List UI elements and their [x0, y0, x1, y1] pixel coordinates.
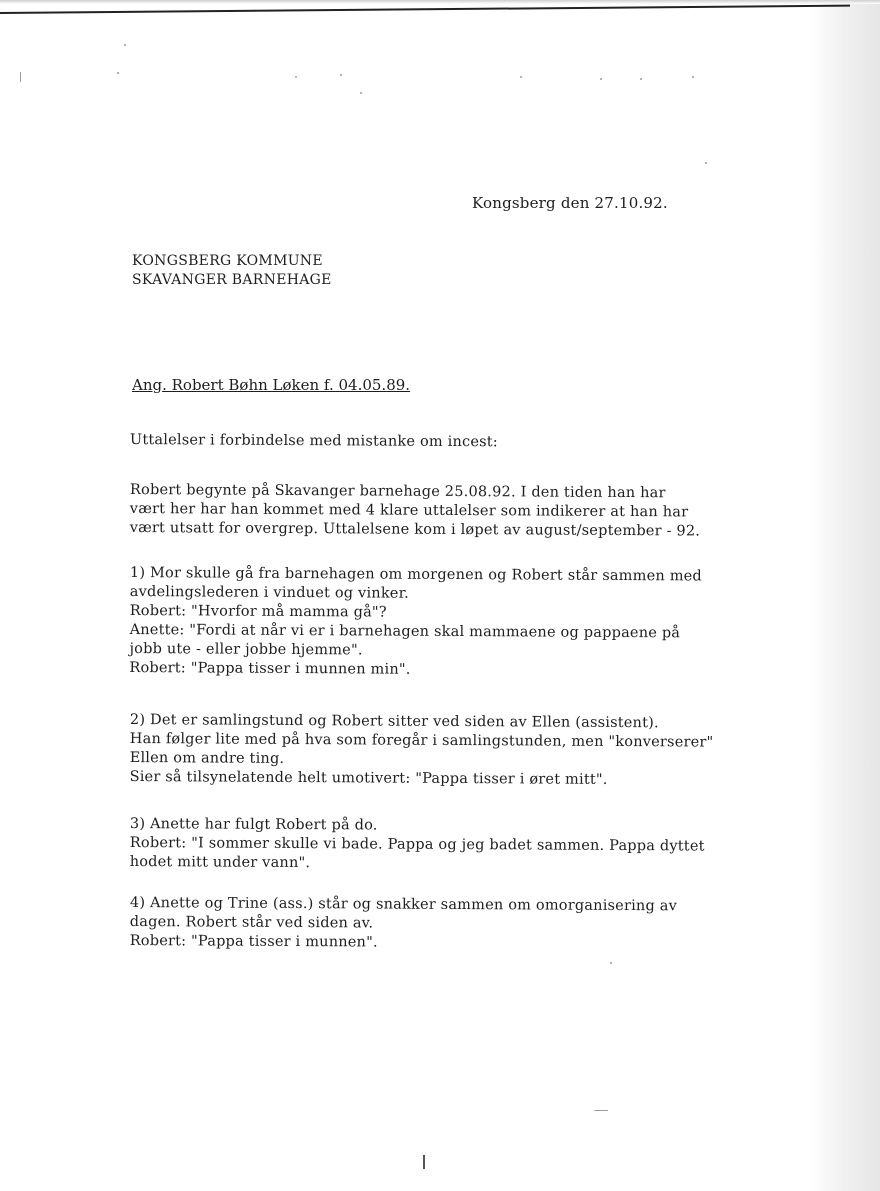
scan-top-edge: [0, 0, 880, 4]
paragraph-line: Robert: "I sommer skulle vi bade. Pappa og jeg badet sammen. Pappa dyttet: [129, 834, 705, 855]
scan-speck: [295, 76, 297, 78]
letter-subject: Ang. Robert Bøhn Løken f. 04.05.89.: [132, 376, 411, 394]
recipient-address: [132, 252, 332, 290]
paragraph-line: hodet mitt under vann".: [129, 853, 311, 872]
paragraph-line: 4) Anette og Trine (ass.) står og snakker sammen om omorganisering av: [129, 895, 678, 915]
paragraph-line: jobb ute - eller jobbe hjemme".: [129, 640, 363, 659]
paragraph-line: Han følger lite med på hva som foregår i samlingstunden, men "konverserer": [129, 730, 714, 751]
address-line: KONGSBERG KOMMUNE: [132, 253, 323, 269]
scan-speck: [692, 76, 694, 78]
paragraph-line: 2) Det er samlingstund og Robert sitter ved siden av Ellen (assistent).: [129, 712, 659, 732]
statement-3: [130, 815, 740, 876]
paragraph-line: Robert: "Pappa tisser i munnen min".: [129, 659, 411, 678]
background-paragraph: [130, 481, 740, 542]
scan-speck: [705, 162, 707, 164]
statement-1: [129, 564, 740, 682]
intro-paragraph: [130, 431, 740, 454]
paragraph-line: vært utsatt for overgrep. Uttalelsene kom i løpet av august/september - 92.: [129, 519, 701, 540]
scan-speck: [340, 74, 342, 76]
scan-speck: [117, 72, 119, 74]
paragraph-line: vært her har han kommet med 4 klare uttalelser som indikerer at han har: [129, 500, 689, 521]
paragraph-line: Ellen om andre ting.: [129, 749, 285, 767]
statement-2: [130, 711, 740, 791]
scan-speck: [20, 72, 21, 82]
scan-speck: [360, 92, 362, 94]
statement-4: [130, 894, 740, 955]
paragraph-line: avdelingslederen i vinduet og vinker.: [129, 583, 410, 602]
letter-date: Kongsberg den 27.10.92.: [472, 194, 668, 212]
paragraph-line: Anette: "Fordi at når vi er i barnehagen skal mammaene og pappaene på: [129, 621, 681, 642]
paragraph-line: dagen. Robert står ved siden av.: [129, 913, 374, 932]
scan-speck: [594, 1110, 608, 1111]
scan-speck: [124, 44, 126, 46]
paragraph-line: 1) Mor skulle gå fra barnehagen om morgenen og Robert står sammen med: [129, 565, 702, 585]
scan-speck: [640, 78, 642, 80]
scan-speck: [610, 962, 612, 964]
address-line: SKAVANGER BARNEHAGE: [132, 272, 332, 288]
intro-line: Uttalelser i forbindelse med mistanke om incest:: [129, 431, 498, 451]
paragraph-line: Robert: "Hvorfor må mamma gå"?: [129, 602, 387, 621]
paragraph-line: 3) Anette har fulgt Robert på do.: [129, 816, 378, 834]
paragraph-line: Robert begynte på Skavanger barnehage 25.08.92. I den tiden han har: [129, 481, 666, 502]
page-number-mark: [423, 1155, 425, 1169]
scan-top-rule: [0, 5, 850, 14]
scan-speck: [600, 78, 602, 80]
scan-speck: [520, 76, 522, 78]
paragraph-line: Robert: "Pappa tisser i munnen".: [129, 932, 378, 951]
paragraph-line: Sier så tilsynelatende helt umotivert: "Pappa tisser i øret mitt".: [129, 768, 608, 788]
